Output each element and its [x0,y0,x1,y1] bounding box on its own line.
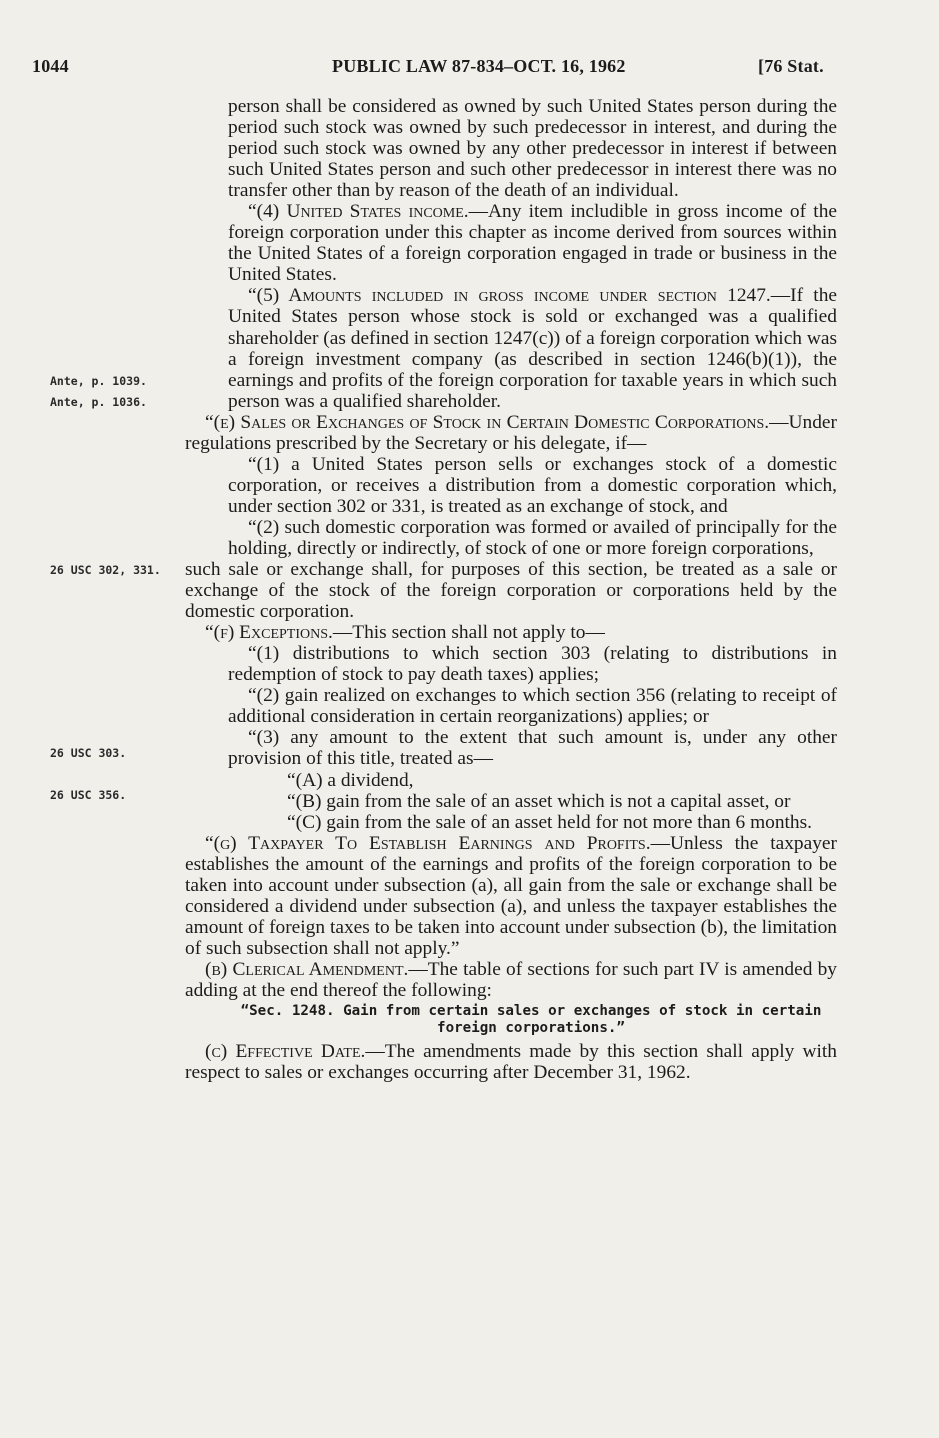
page-number: 1044 [32,56,69,76]
volume-citation: [76 Stat. [758,56,824,76]
paragraph-5-text: —If the United States person whose stock is sold or exchanged was a qualified shareholder (as defined in section 1247(c)) of a foreign corporation which was a foreign investment company (as described in section 1246(b)(1)), the earnings and profits of the foreign corporation for taxable years in which such person was a qualified shareholder. [228,285,837,412]
subsection-f-heading: “(f) Exceptions. [205,622,333,644]
paragraph-continuation: person shall be considered as owned by such United States person during the period such stock was owned by such predecessor in interest, and during the period such stock was owned by any other predecessor in interest if between such United States person and such other predecessor in interest there was no transfer other than by reason of the death of an individual. [228,96,837,202]
subsection-f-3: “(3) any amount to the extent that such amount is, under any other provision of this title, treated as— [228,727,837,770]
section-b-heading: (b) Clerical Amendment. [205,958,409,980]
paragraph-4-text: —Any item includible in gross income of the foreign corporation under this chapter as income derived from sources within the United States of a foreign corporation engaged in trade or business in the United States. [228,201,837,286]
margin-note-ante-1036: Ante, p. 1036. [50,395,147,409]
subsection-f-3-C: “(C) gain from the sale of an asset held for not more than 6 months. [287,811,813,833]
subsection-f-3-A: “(A) a dividend, [287,769,414,791]
subsection-f-1: “(1) distributions to which section 303 (relating to distributions in redemption of stock to pay death taxes) applies; [228,643,837,686]
paragraph-5-heading: “(5) Amounts included in gross income under section 1247. [248,285,771,307]
subsection-f [185,622,837,643]
margin-note-26usc-302-331: 26 USC 302, 331. [50,563,161,577]
margin-note-ante-1039: Ante, p. 1039. [50,374,147,388]
subsection-e-2: “(2) such domestic corporation was formed or availed of principally for the holding, directly or indirectly, of stock of one or more foreign corporations, [228,516,837,559]
section-c [185,1041,837,1083]
section-b [185,959,837,1001]
subsection-e-1: “(1) a United States person sells or exchanges stock of a domestic corporation, or receives a distribution from a domestic corporation which, under section 302 or 331, is treated as an exchange of stock, and [228,453,837,517]
margin-note-26usc-356: 26 USC 356. [50,788,127,802]
paragraph-4-heading: “(4) United States income. [248,201,469,223]
subsection-e-conclusion: such sale or exchange shall, for purposes of this section, be treated as a sale or exchange of the stock of the foreign corporation or corporations held by the domestic corporation. [185,559,837,623]
subsection-g-text: —Unless the taxpayer establishes the amount of the earnings and profits of the foreign corporation to be taken into account under subsection (a), all gain from the sale or exchange shall be considered a dividend under subsection (a), and unless the taxpayer establishes the amount of foreign taxes to be taken into account under subsection (b), the limitation of such subsection shall not apply.” [185,832,837,959]
section-c-heading: (c) Effective Date. [205,1041,366,1063]
subsection-g-heading: “(g) Taxpayer To Establish Earnings and Profits. [205,832,651,854]
section-b-text: —The table of sections for such part IV is amended by adding at the end thereof the following: [185,958,837,1001]
paragraph-4 [185,201,837,285]
section-c-text: —The amendments made by this section shall apply with respect to sales or exchanges occurring after December 31, 1962. [185,1041,837,1084]
margin-note-26usc-303: 26 USC 303. [50,746,127,760]
statute-body [185,96,837,1083]
subsection-f-3-B: “(B) gain from the sale of an asset which is not a capital asset, or [287,790,791,812]
subsection-f-2: “(2) gain realized on exchanges to which section 356 (relating to receipt of additional consideration in certain reorganizations) applies; or [228,685,837,728]
running-title: PUBLIC LAW 87-834–OCT. 16, 1962 [332,56,626,76]
subsection-e-heading: “(e) Sales or Exchanges of Stock in Certain Domestic Corporations. [205,411,770,433]
subsection-g [185,833,837,959]
table-of-sections-entry: “Sec. 1248. Gain from certain sales or exchanges of stock in certain foreign corporations.” [240,1003,822,1037]
page-header [0,56,939,82]
subsection-e [185,412,837,454]
paragraph-5 [185,285,837,411]
subsection-f-text: —This section shall not apply to— [332,622,605,644]
subsection-e-text: —Under regulations prescribed by the Secretary or his delegate, if— [185,411,837,454]
